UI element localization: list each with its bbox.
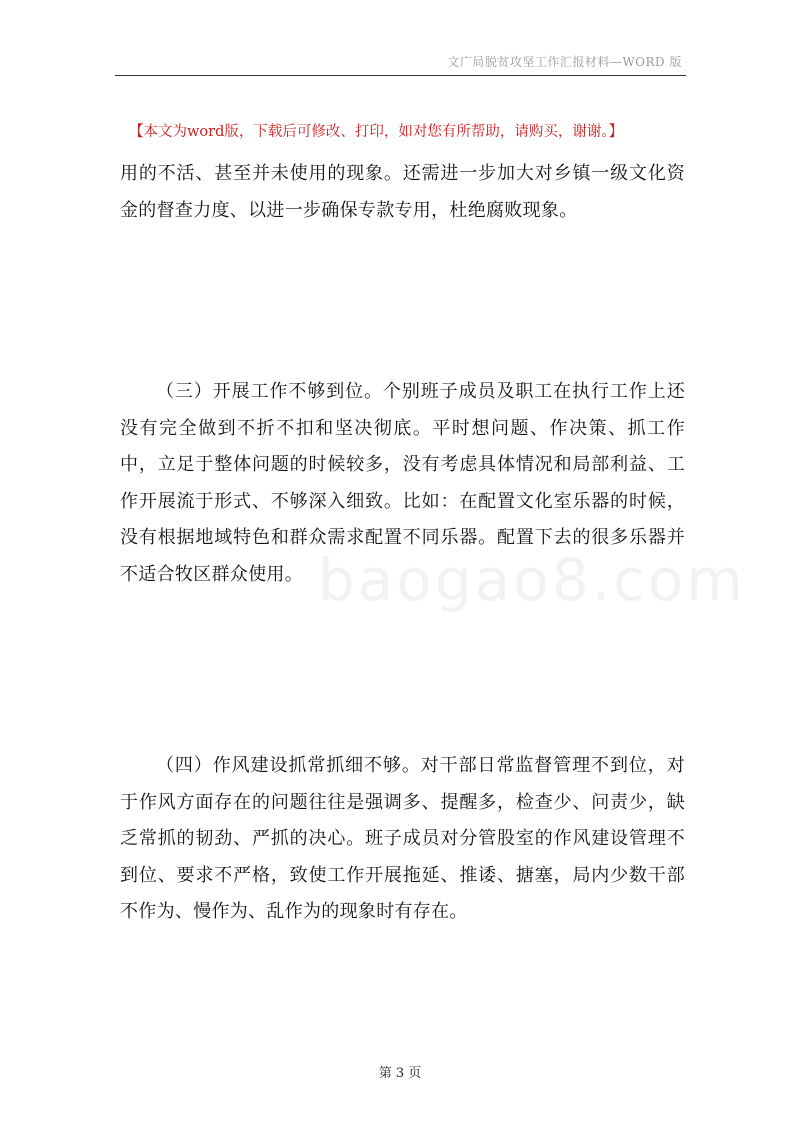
header-title: 文广局脱贫攻坚工作汇报材料—WORD 版	[447, 55, 682, 69]
paragraph-3: （四）作风建设抓常抓细不够。对干部日常监督管理不到位，对于作风方面存在的问题往往是强调多、提醒多，检查少、问责少，缺乏常抓的韧劲、严抓的决心。班子成员对分管股室的作风建设管理不到位、要求不严格，致使工作开展拖延、推诿、搪塞，局内少数干部不作为、慢作为、乱作为的现象时有存在。	[120, 755, 685, 922]
paragraph-2: （三）开展工作不够到位。个别班子成员及职工在执行工作上还没有完全做到不折不扣和坚决彻底。平时想问题、作决策、抓工作中，立足于整体问题的时候较多，没有考虑具体情况和局部利益、工作开展流于形式、不够深入细致。比如：在配置文化室乐器的时候，没有根据地域特色和群众需求配置不同乐器。配置下去的很多乐器并不适合牧区群众使用。	[120, 381, 685, 585]
purchase-notice: 【本文为word版，下载后可修改、打印，如对您有所帮助，请购买，谢谢。】	[129, 124, 624, 140]
paragraph-1: 用的不活、甚至并未使用的现象。还需进一步加大对乡镇一级文化资金的督查力度、以进一步确保专款专用，杜绝腐败现象。	[120, 163, 685, 221]
header-divider	[115, 75, 686, 76]
watermark: baogao8.com	[318, 546, 746, 614]
page-number: 第 3 页	[378, 1066, 422, 1081]
